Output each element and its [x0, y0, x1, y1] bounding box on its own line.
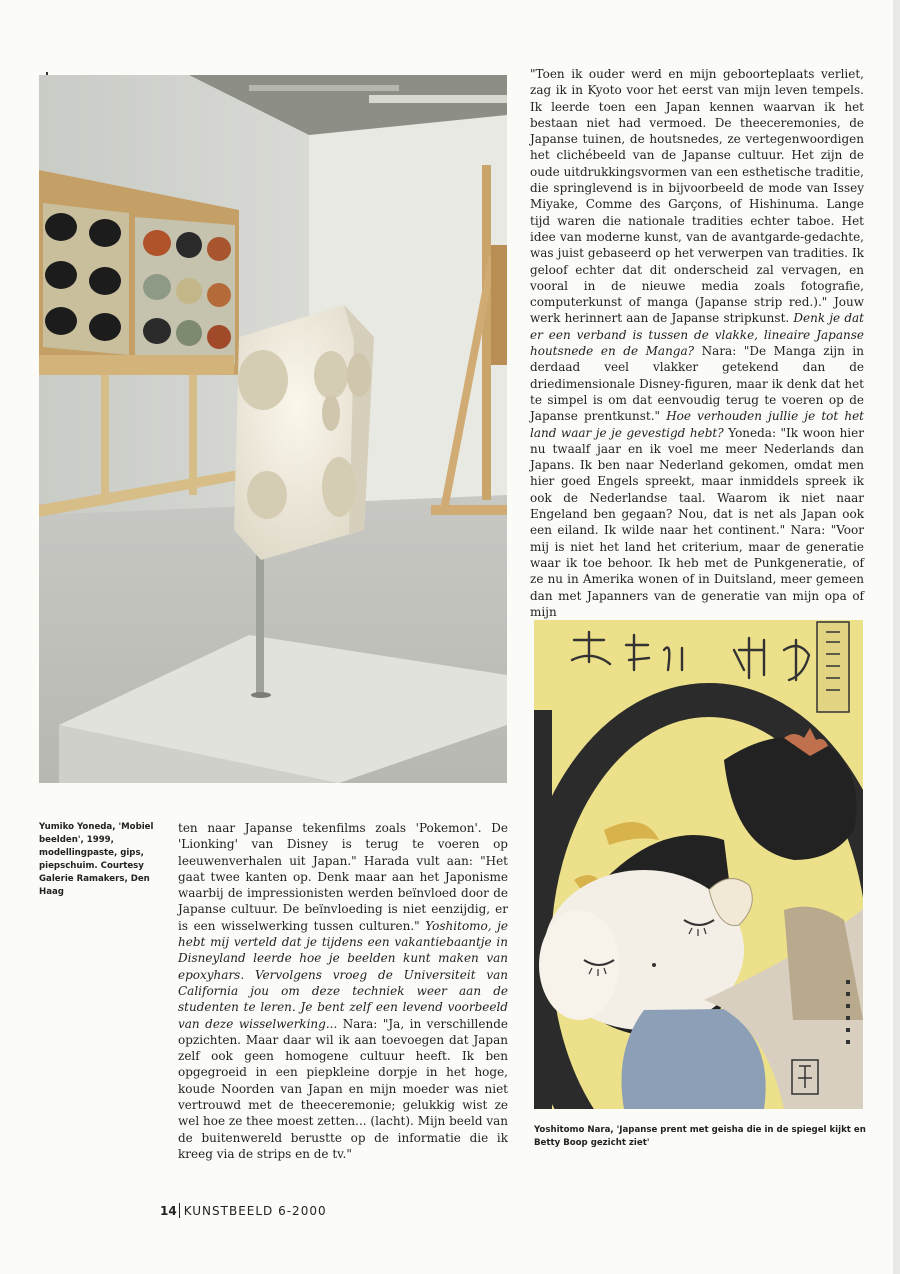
caption-photo-yoneda: Yumiko Yoneda, 'Mobiel beelden', 1999, modellingpaste, gips, piepschuim. Courtesy Galerie Ramakers, Den Haag — [39, 822, 154, 897]
page-footer — [160, 1203, 327, 1218]
page-number: 14 — [160, 1204, 177, 1218]
scan-edge — [893, 0, 900, 1274]
question-run: Hoe verhouden jullie je tot het land waar je je gevestigd hebt? — [530, 409, 864, 440]
photo-yoneda-installation — [39, 75, 507, 783]
text-run: Yoneda: "Ik woon hier nu twaalf jaar en ik voel me meer Nederlands dan Japans. Ik ben naar Nederland gekomen, omdat men hier goed Engels spreekt, maar inmiddels spreek ik ook de Nederlandse taal. Waarom ik niet naar Engeland ben gegaan? Nou, dat is net als Japan ook een eiland. Ik wilde naar het continent." Nara: "Voor mij is niet het land het criterium, maar de generatie waar ik toe behoor. Ik heb met de Punkgeneratie, of ze nu in Amerika wonen of in Duitsland, meer gemeen dan met Japanners van de generatie van mijn opa of mijn — [530, 425, 864, 619]
column-middle-paragraph — [178, 820, 508, 1162]
article-column-middle — [178, 820, 508, 1162]
question-run: Yoshitomo, je hebt mij verteld dat je tijdens een vakantiebaantje in Disneyland leerde hoe je beelden kunt maken van epoxyhars. Vervolgens vroeg de Universiteit van California jou om deze techniek weer aan de studenten te leren. Je bent zelf een levend voorbeeld van deze wisselwerking... — [178, 918, 508, 1031]
column-right-paragraph — [530, 66, 864, 620]
caption-photo-nara: Yoshitomo Nara, 'Japanse prent met geisha die in de spiegel kijkt en Betty Boop gezicht ziet' — [534, 1125, 866, 1148]
text-run: Nara: "Ja, in verschillende opzichten. Maar daar wil ik aan toevoegen dat Japan zelf ook geen homogene cultuur heeft. Ik ben opgegroeid in een piepkleine dorpje in het hoge, koude Noorden van Japan en mijn moeder was niet vertrouwd met de theeceremonie; gelukkig wist ze wel hoe ze thee moest zetten... (lacht). Mijn beeld van de buitenwereld berustte op de informatie die ik kreeg via de strips en de tv." — [178, 1016, 509, 1161]
photo-nara-print — [534, 620, 863, 1109]
article-column-right — [530, 66, 864, 620]
footer-divider — [179, 1203, 180, 1218]
magazine-issue: KUNSTBEELD 6-2000 — [183, 1204, 327, 1218]
text-run: "Toen ik ouder werd en mijn geboorteplaats verliet, zag ik in Kyoto voor het eerst van mijn leven tempels. Ik leerde toen een Japan kennen waarvan ik het bestaan niet had vermoed. De theeceremonies, de Japanse tuinen, de houtsnedes, ze vertegenwoordigen het clichébeeld van de Japanse cultuur. Het zijn de oude uitdrukkingsvormen van een esthetische traditie, die springlevend is in bijvoorbeeld de mode van Issey Miyake, Comme des Garçons, of Hishinuma. Lange tijd waren die nationale tradities echter taboe. Het idee van moderne kunst, van de avantgarde-gedachte, was juist gebaseerd op het verwerpen van tradities. Ik geloof echter dat dit onderscheid zal vervagen, en vooral in de nieuwe media zoals fotografie, computerkunst of manga (Japanse strip red.)." Jouw werk herinnert aan de Japanse stripkunst. — [530, 67, 864, 326]
question-run: Denk je dat er een verband is tussen de vlakke, lineaire Japanse houtsnede en de Manga? — [530, 311, 864, 359]
text-run: Nara: "De Manga zijn in derdaad veel vlakker getekend dan de driedimensionale Disney-figuren, maar ik denk dat het te simpel is om dat eenvoudig terug te voeren op de Japanse prentkunst." — [530, 344, 864, 424]
text-run: ten naar Japanse tekenfilms zoals 'Pokemon'. De 'Lionking' van Disney is terug te voeren op leeuwenverhalen uit Japan." Harada vult aan: "Het gaat twee kanten op. Denk maar aan het Japonisme waarbij de impressionisten werden beïnvloed door de Japanse cultuur. De beïnvloeding is niet eenzijdig, er is een wisselwerking tussen culturen." — [178, 821, 508, 933]
